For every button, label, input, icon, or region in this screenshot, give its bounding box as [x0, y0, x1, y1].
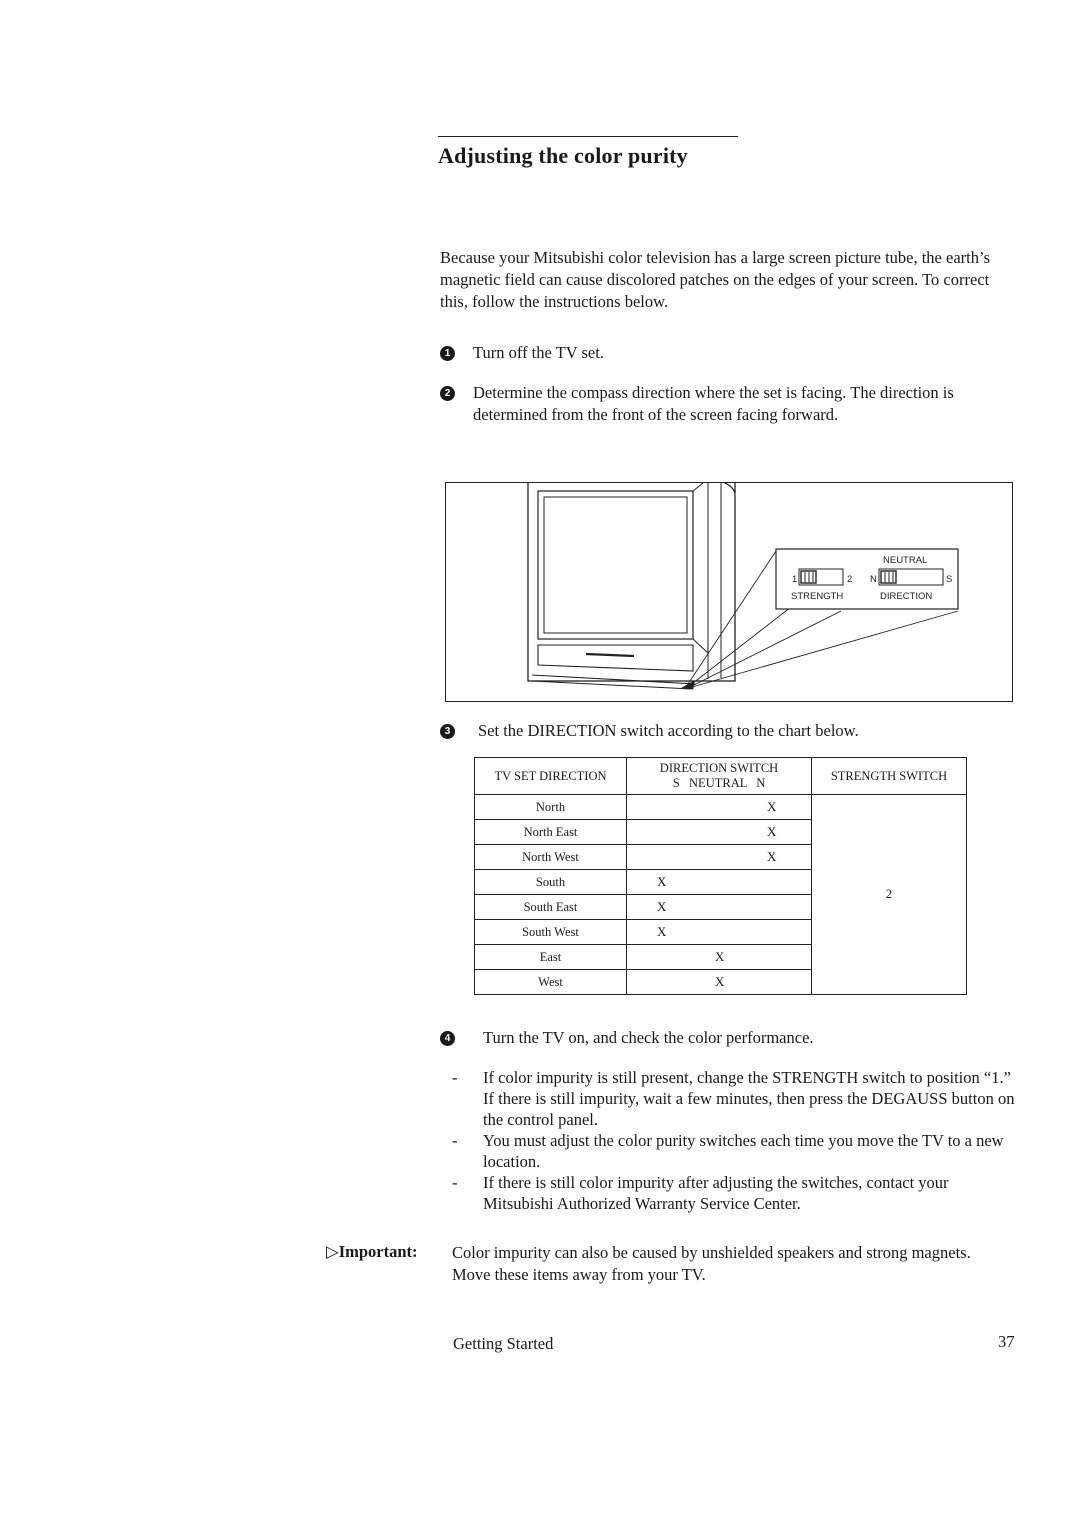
step-1 — [440, 342, 1010, 366]
step-number: 2 — [440, 386, 455, 401]
switch-mark: X — [657, 924, 667, 939]
switch-mark: X — [657, 874, 667, 889]
bullet-dash: - — [452, 1068, 458, 1087]
step-text: Set the DIRECTION switch according to the chart below. — [478, 721, 859, 740]
title-rule — [438, 136, 738, 137]
bullet-dash: - — [452, 1131, 458, 1150]
switch-mark: X — [657, 899, 667, 914]
note-text: If there is still color impurity after adjusting the switches, contact your Mitsubishi Authorized Warranty Service Center. — [483, 1173, 949, 1213]
footer-section-name: Getting Started — [453, 1334, 554, 1353]
intro-paragraph: Because your Mitsubishi color television has a large screen picture tube, the earth’s magnetic field can cause discolored patches on the edges of your screen. To correct this, follow the instructions below. — [440, 248, 990, 311]
row-switch — [627, 820, 812, 845]
note-text: You must adjust the color purity switches each time you move the TV to a new location. — [483, 1131, 1004, 1171]
row-switch — [627, 845, 812, 870]
bullet-dash: - — [452, 1173, 458, 1192]
header-direction-switch: DIRECTION SWITCH S NEUTRAL N — [627, 758, 812, 795]
tv-cabinet — [528, 483, 735, 681]
notes-list — [452, 1067, 1017, 1214]
important-label: ▷Important: — [326, 1242, 418, 1261]
table-header-row — [475, 758, 967, 795]
page-number: 37 — [998, 1332, 1015, 1351]
row-switch — [627, 795, 812, 820]
row-switch — [627, 920, 812, 945]
neutral-label: NEUTRAL — [883, 555, 928, 566]
step-text: Turn off the TV set. — [473, 343, 604, 362]
step-text: Turn the TV on, and check the color performance. — [483, 1028, 814, 1047]
row-switch — [627, 870, 812, 895]
strength-value: 2 — [812, 795, 967, 995]
switch-mark: X — [715, 949, 725, 964]
step-text: Determine the compass direction where the set is facing. The direction is determined from the front of the screen facing forward. — [473, 383, 954, 424]
row-direction: West — [475, 970, 627, 995]
note-text: If color impurity is still present, change the STRENGTH switch to position “1.” If there is still impurity, wait a few minutes, then press the DEGAUSS button on the control panel. — [483, 1068, 1015, 1129]
page-title: Adjusting the color purity — [438, 143, 688, 168]
switch-mark: X — [767, 824, 777, 839]
list-item — [452, 1067, 1017, 1130]
step-4 — [440, 1027, 1010, 1051]
list-item — [452, 1130, 1017, 1172]
header-strength-switch: STRENGTH SWITCH — [812, 758, 967, 795]
strength-label: STRENGTH — [791, 591, 844, 602]
direction-label: DIRECTION — [880, 591, 933, 602]
direction-chart-table — [474, 757, 967, 995]
step-3 — [440, 720, 1010, 744]
header-tv-direction: TV SET DIRECTION — [475, 758, 627, 795]
direction-n: N — [870, 574, 877, 585]
row-direction: North — [475, 795, 627, 820]
strength-pos-2: 2 — [847, 574, 853, 585]
row-direction: East — [475, 945, 627, 970]
tv-screen — [544, 497, 687, 633]
row-direction: South — [475, 870, 627, 895]
row-switch — [627, 895, 812, 920]
switch-mark: X — [715, 974, 725, 989]
list-item — [452, 1172, 1017, 1214]
important-text: Color impurity can also be caused by unshielded speakers and strong magnets. Move these items away from your TV. — [452, 1243, 971, 1284]
direction-s: S — [946, 574, 953, 585]
row-direction: North West — [475, 845, 627, 870]
step-2 — [440, 382, 1010, 452]
step-number: 1 — [440, 346, 455, 361]
control-panel — [538, 645, 693, 671]
row-direction: South West — [475, 920, 627, 945]
switch-mark: X — [767, 849, 777, 864]
row-direction: North East — [475, 820, 627, 845]
tv-switch-diagram — [445, 482, 1013, 702]
step-number: 3 — [440, 724, 455, 739]
switch-mark: X — [767, 799, 777, 814]
row-direction: South East — [475, 895, 627, 920]
tv-illustration — [446, 483, 1014, 703]
strength-pos-1: 1 — [792, 574, 798, 585]
row-switch — [627, 970, 812, 995]
step-number: 4 — [440, 1031, 455, 1046]
table-row — [475, 795, 967, 820]
tv-screen-bezel — [538, 491, 693, 639]
row-switch — [627, 945, 812, 970]
